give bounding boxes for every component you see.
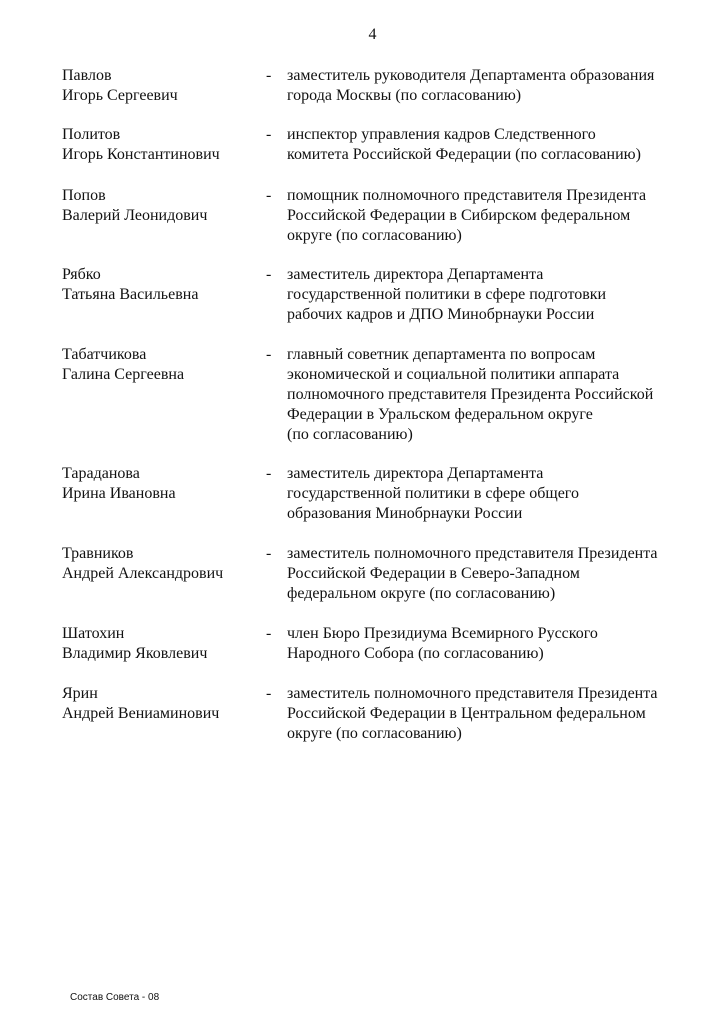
role-line: образования Минобрнауки России: [287, 505, 523, 522]
role-line: комитета Российской Федерации (по согласованию): [287, 146, 641, 163]
role-line: Российской Федерации в Северо-Западном: [287, 565, 580, 582]
role-line: заместитель полномочного представителя Президента: [287, 545, 658, 562]
member-given-names: Игорь Константинович: [62, 146, 220, 163]
document-footer: Состав Совета - 08: [70, 992, 160, 1003]
role-line: рабочих кадров и ДПО Минобрнауки России: [287, 306, 595, 323]
role-line: федеральном округе (по согласованию): [287, 585, 556, 602]
member-name: [62, 345, 252, 385]
role-line: Российской Федерации в Центральном федеральном: [287, 705, 646, 722]
member-role: [287, 345, 712, 445]
member-given-names: Игорь Сергеевич: [62, 87, 178, 104]
role-line: полномочного представителя Президента Российской: [287, 386, 654, 403]
member-given-names: Ирина Ивановна: [62, 485, 176, 502]
member-role: [287, 464, 712, 524]
separator-dash: -: [266, 187, 272, 204]
separator-dash: -: [266, 126, 272, 143]
member-given-names: Татьяна Васильевна: [62, 286, 199, 303]
member-name: [62, 624, 252, 664]
member-name: [62, 66, 252, 106]
separator-dash: -: [266, 346, 272, 363]
separator-dash: -: [266, 67, 272, 84]
member-role: [287, 265, 712, 325]
role-line: заместитель директора Департамента: [287, 465, 544, 482]
page-number: 4: [368, 26, 377, 43]
member-surname: Травников: [62, 545, 134, 562]
member-role: [287, 186, 712, 246]
member-surname: Тараданова: [62, 465, 140, 482]
member-surname: Шатохин: [62, 625, 125, 642]
member-role: [287, 125, 712, 165]
separator-dash: -: [266, 465, 272, 482]
member-name: [62, 186, 252, 226]
member-name: [62, 684, 252, 724]
member-name: [62, 544, 252, 584]
role-line: заместитель полномочного представителя Президента: [287, 685, 658, 702]
member-given-names: Владимир Яковлевич: [62, 645, 208, 662]
member-surname: Политов: [62, 126, 121, 143]
role-line: экономической и социальной политики аппарата: [287, 366, 620, 383]
role-line: государственной политики в сфере подготовки: [287, 286, 607, 303]
member-surname: Павлов: [62, 67, 112, 84]
role-line: Российской Федерации в Сибирском федеральном: [287, 207, 631, 224]
member-name: [62, 464, 252, 504]
role-line: государственной политики в сфере общего: [287, 485, 579, 502]
role-line: Народного Собора (по согласованию): [287, 645, 544, 662]
member-given-names: Андрей Александрович: [62, 565, 224, 582]
separator-dash: -: [266, 685, 272, 702]
member-given-names: Галина Сергеевна: [62, 366, 185, 383]
role-line: (по согласованию): [287, 426, 413, 443]
separator-dash: -: [266, 266, 272, 283]
member-role: [287, 624, 712, 664]
member-surname: Ярин: [62, 685, 98, 702]
role-line: города Москвы (по согласованию): [287, 87, 522, 104]
role-line: Федерации в Уральском федеральном округе: [287, 406, 593, 423]
role-line: член Бюро Президиума Всемирного Русского: [287, 625, 598, 642]
separator-dash: -: [266, 625, 272, 642]
role-line: инспектор управления кадров Следственного: [287, 126, 596, 143]
member-name: [62, 125, 252, 165]
role-line: заместитель директора Департамента: [287, 266, 544, 283]
role-line: заместитель руководителя Департамента образования: [287, 67, 655, 84]
member-given-names: Валерий Леонидович: [62, 207, 208, 224]
member-name: [62, 265, 252, 305]
role-line: округе (по согласованию): [287, 227, 462, 244]
member-surname: Табатчикова: [62, 346, 147, 363]
member-surname: Рябко: [62, 266, 101, 283]
member-role: [287, 544, 712, 604]
member-role: [287, 66, 712, 106]
role-line: округе (по согласованию): [287, 725, 462, 742]
member-surname: Попов: [62, 187, 106, 204]
role-line: главный советник департамента по вопросам: [287, 346, 596, 363]
member-role: [287, 684, 712, 744]
separator-dash: -: [266, 545, 272, 562]
member-given-names: Андрей Вениаминович: [62, 705, 220, 722]
role-line: помощник полномочного представителя Президента: [287, 187, 647, 204]
